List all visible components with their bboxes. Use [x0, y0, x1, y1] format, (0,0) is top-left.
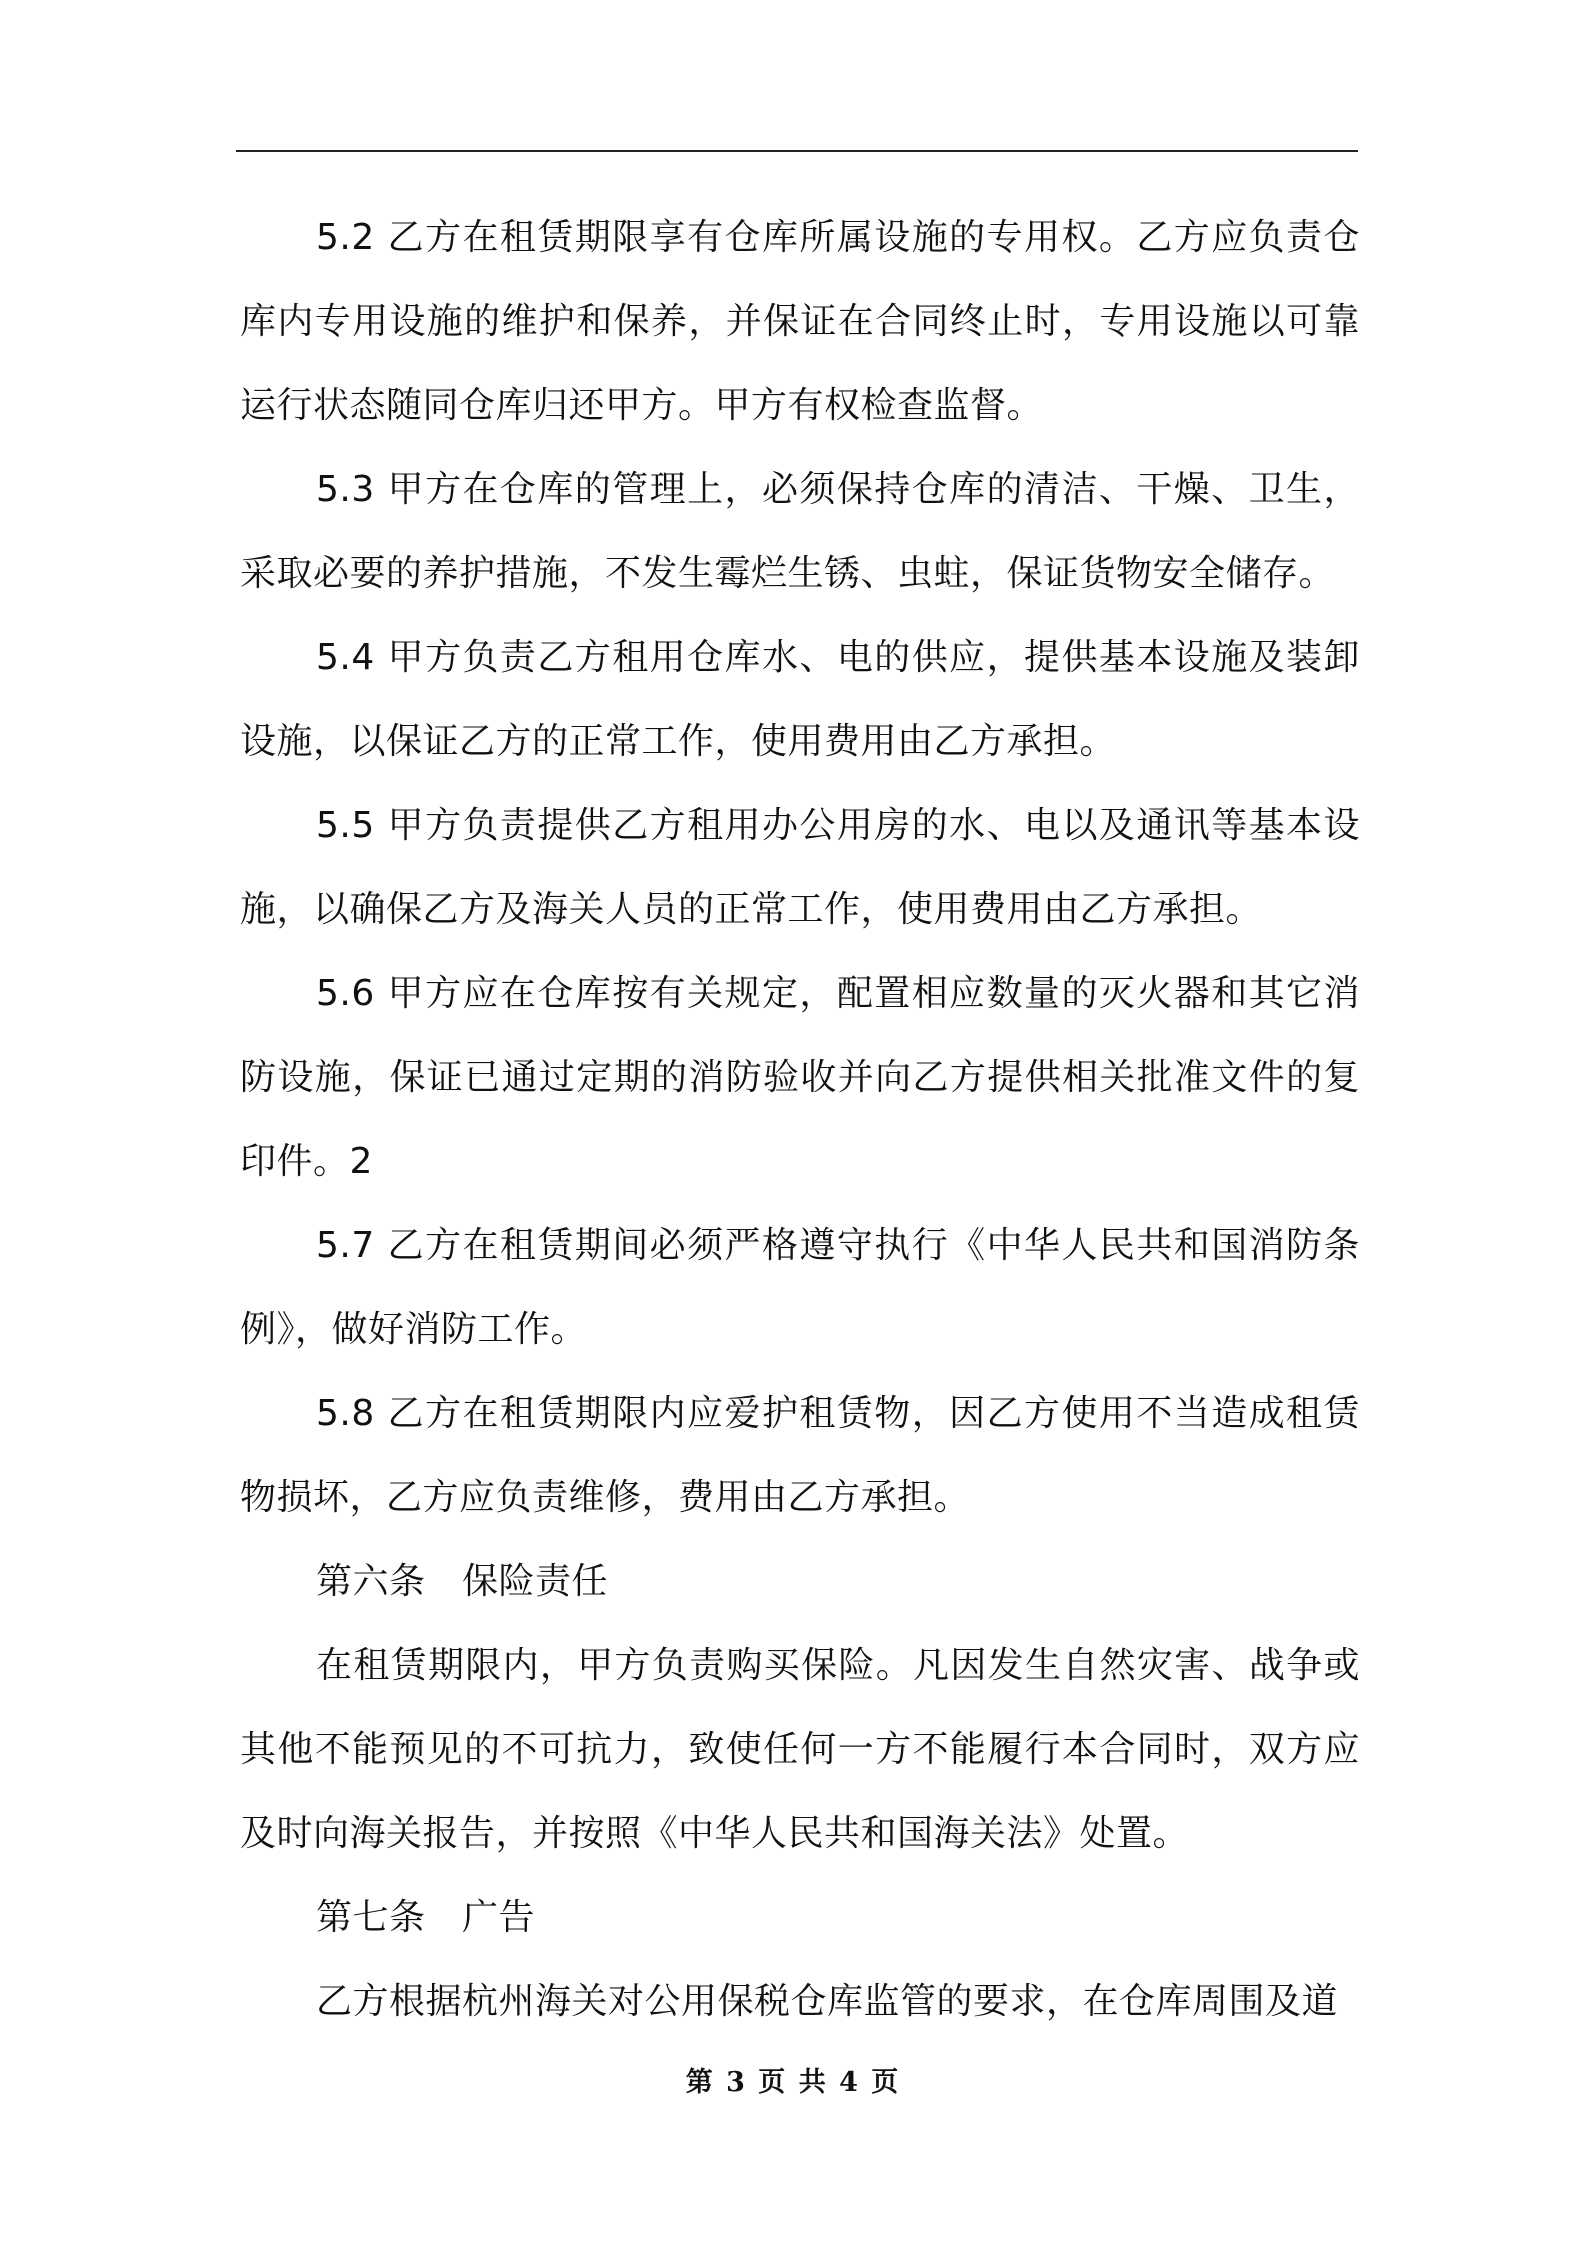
clause-5-4: 5.4 甲方负责乙方租用仓库水、电的供应，提供基本设施及装卸设施，以保证乙方的正常工作，使用费用由乙方承担。: [240, 637, 1360, 762]
clause-5-6: 5.6 甲方应在仓库按有关规定，配置相应数量的灭火器和其它消防设施，保证已通过定期的消防验收并向乙方提供相关批准文件的复印件。2: [240, 973, 1360, 1182]
document-body: [240, 196, 1360, 2044]
page-number-footer: 第 3 页 共 4 页: [685, 2067, 901, 2098]
article-6-heading: 第六条 保险责任: [316, 1561, 609, 1602]
header-rule: [236, 150, 1358, 152]
clause-5-7: 5.7 乙方在租赁期间必须严格遵守执行《中华人民共和国消防条例》，做好消防工作。: [240, 1225, 1360, 1350]
clause-5-5: 5.5 甲方负责提供乙方租用办公用房的水、电以及通讯等基本设施，以确保乙方及海关人员的正常工作，使用费用由乙方承担。: [240, 805, 1360, 930]
clause-5-2: 5.2 乙方在租赁期限享有仓库所属设施的专用权。乙方应负责仓库内专用设施的维护和保养，并保证在合同终止时，专用设施以可靠运行状态随同仓库归还甲方。甲方有权检查监督。: [240, 217, 1360, 426]
clause-5-8: 5.8 乙方在租赁期限内应爱护租赁物，因乙方使用不当造成租赁物损坏，乙方应负责维修，费用由乙方承担。: [240, 1393, 1360, 1518]
article-7-body: 乙方根据杭州海关对公用保税仓库监管的要求，在仓库周围及道: [316, 1981, 1339, 2022]
article-7-heading: 第七条 广告: [316, 1897, 536, 1938]
article-6-body: 在租赁期限内，甲方负责购买保险。凡因发生自然灾害、战争或其他不能预见的不可抗力，致使任何一方不能履行本合同时，双方应及时向海关报告，并按照《中华人民共和国海关法》处置。: [240, 1645, 1360, 1854]
clause-5-3: 5.3 甲方在仓库的管理上，必须保持仓库的清洁、干燥、卫生，采取必要的养护措施，不发生霉烂生锈、虫蛀，保证货物安全储存。: [240, 469, 1360, 594]
